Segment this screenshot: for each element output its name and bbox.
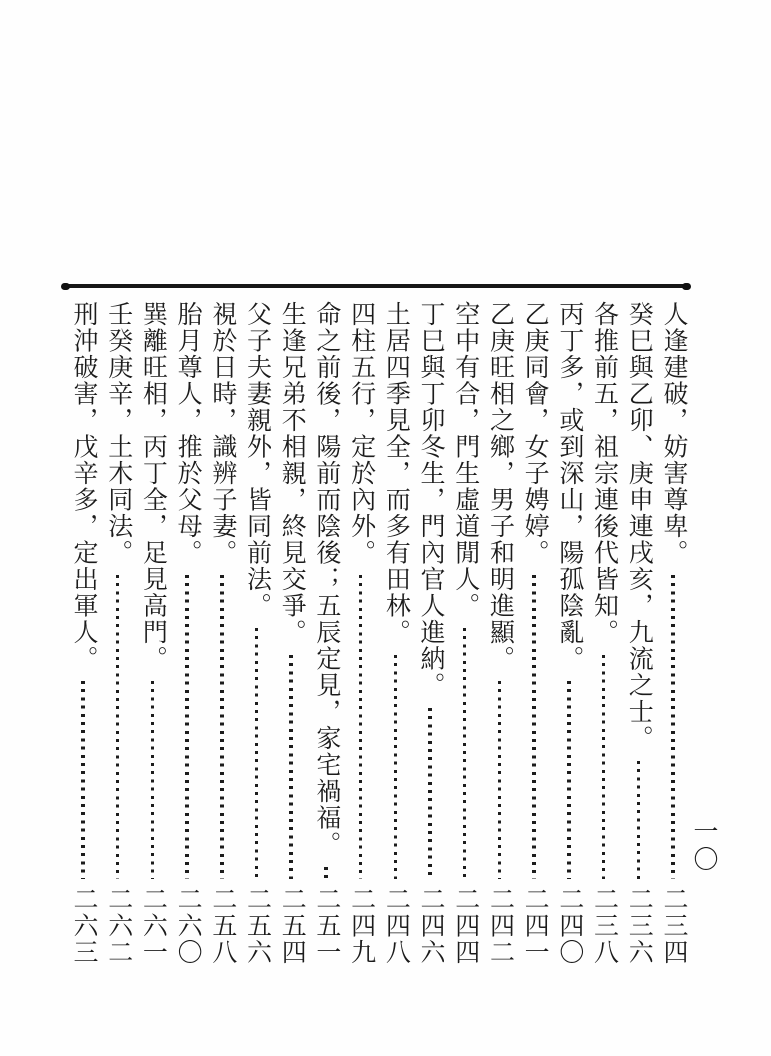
dotted-leader [394, 655, 398, 879]
toc-entry [552, 301, 586, 965]
dotted-leader [220, 575, 224, 879]
toc-entry [587, 301, 621, 965]
dotted-leader [567, 681, 571, 879]
toc-entry-title: 刑沖破害，戊辛多，定出軍人。 [70, 301, 97, 672]
toc-entry-page-number: 二四一 [521, 885, 549, 965]
dotted-leader [185, 575, 189, 879]
toc-entry-page-number: 二三八 [590, 885, 618, 965]
toc-entry-title: 生逢兄弟不相親，終見交爭。 [278, 301, 306, 646]
dotted-leader [532, 575, 536, 879]
toc-entry-title: 丙丁多，或到深山，陽孤陰亂。 [555, 301, 583, 672]
toc-entry-page-number: 二四四 [451, 885, 479, 965]
toc-entry [378, 301, 412, 965]
toc-entry-page-number: 二三四 [659, 885, 687, 965]
toc-entry-title: 土居四季見全，而多有田林。 [382, 301, 410, 646]
toc-entry-title: 視於日時，識辨子妻。 [208, 301, 236, 566]
toc-entry-title: 父子夫妻親外，皆同前法。 [243, 301, 271, 619]
toc-entry-page-number: 二四九 [347, 885, 375, 965]
toc-entry-title: 乙庚同會，女子娉婷。 [521, 301, 549, 566]
toc-entry-page-number: 二六二 [104, 885, 132, 965]
toc-entry [170, 301, 204, 965]
toc-list [66, 301, 690, 965]
toc-entry-page-number: 二六〇 [174, 885, 202, 965]
toc-entry [205, 301, 239, 965]
toc-entry [240, 301, 274, 965]
toc-entry-page-number: 二六一 [139, 885, 167, 965]
dotted-leader [359, 575, 363, 879]
dotted-leader [428, 708, 432, 879]
dotted-leader [116, 575, 120, 879]
toc-entry-page-number: 二四六 [417, 885, 445, 965]
toc-entry-page-number: 二六三 [70, 885, 97, 965]
toc-entry [135, 301, 169, 965]
toc-entry-title: 四柱五行，定於內外。 [347, 301, 375, 566]
toc-entry-page-number: 二四〇 [555, 885, 583, 965]
toc-entry [621, 301, 655, 965]
toc-entry [482, 301, 516, 965]
dotted-leader [81, 681, 85, 879]
folio-page-number: 一〇 [690, 818, 717, 874]
dotted-leader [671, 575, 675, 879]
toc-entry-title: 空中有合，門生虛道閒人。 [451, 301, 479, 619]
dotted-leader [498, 681, 502, 879]
toc-entry-title: 巽離旺相，丙丁全，足見高門。 [139, 301, 167, 672]
toc-entry-page-number: 二五一 [312, 885, 340, 965]
toc-entry-title: 乙庚旺相之鄉，男子和明進顯。 [486, 301, 514, 672]
toc-entry [656, 301, 690, 965]
toc-entry [448, 301, 482, 965]
toc-entry-page-number: 二五八 [208, 885, 236, 965]
toc-entry-title: 命之前後，陽前而陰後；五辰定見，家宅禍福。 [312, 301, 340, 858]
dotted-leader [151, 681, 155, 879]
dotted-leader [463, 628, 467, 879]
toc-entry-page-number: 二五六 [243, 885, 271, 965]
dotted-leader [637, 761, 641, 879]
toc-entry [309, 301, 343, 965]
toc-entry [413, 301, 447, 965]
header-rule [63, 284, 689, 288]
toc-entry-title: 人逢建破，妨害尊卑。 [659, 301, 687, 566]
toc-entry [101, 301, 135, 965]
toc-entry [274, 301, 308, 965]
toc-entry-page-number: 二五四 [278, 885, 306, 965]
toc-entry [66, 301, 100, 965]
toc-entry [517, 301, 551, 965]
dotted-leader [324, 867, 328, 879]
toc-entry-title: 癸巳與乙卯、庚申連戌亥，九流之士。 [625, 301, 653, 752]
toc-entry [344, 301, 378, 965]
dotted-leader [602, 655, 606, 879]
toc-entry-title: 胎月尊人，推於父母。 [174, 301, 202, 566]
toc-entry-title: 各推前五，祖宗連後代皆知。 [590, 301, 618, 646]
toc-entry-page-number: 二四二 [486, 885, 514, 965]
toc-entry-title: 丁巳與丁卯冬生，門內官人進納。 [417, 301, 445, 699]
toc-entry-page-number: 二三六 [625, 885, 653, 965]
toc-entry-page-number: 二四八 [382, 885, 410, 965]
dotted-leader [289, 655, 293, 879]
toc-entry-title: 壬癸庚辛，土木同法。 [104, 301, 132, 566]
dotted-leader [255, 628, 259, 879]
